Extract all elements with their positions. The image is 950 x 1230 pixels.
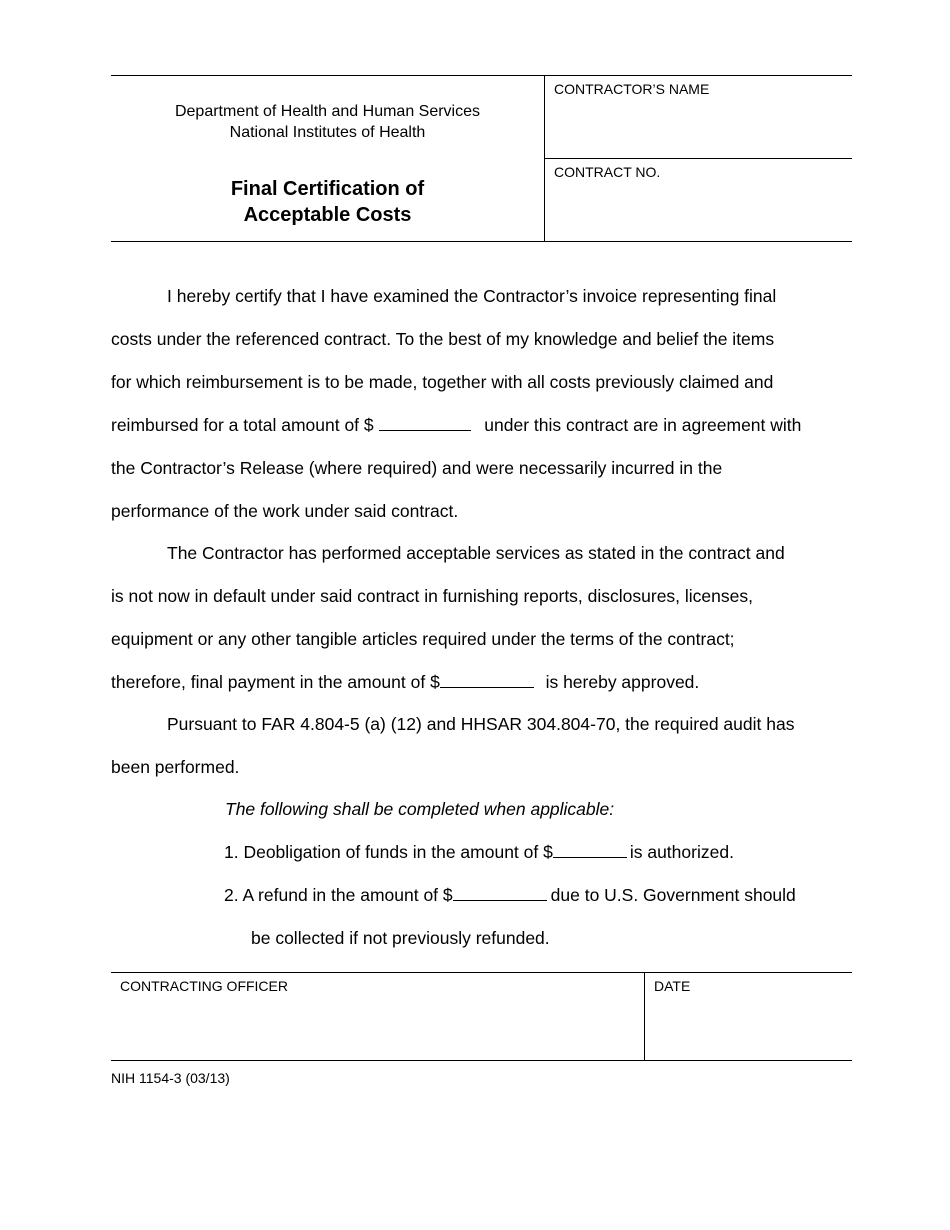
applicable-note: The following shall be completed when applicable:	[225, 799, 615, 819]
audit-paragraph	[111, 703, 852, 789]
text-line: Pursuant to FAR 4.804-5 (a) (12) and HHSAR 304.804-70, the required audit has	[167, 714, 795, 734]
contract-no-label: CONTRACT NO.	[554, 164, 661, 180]
form-number: NIH 1154-3 (03/13)	[111, 1070, 230, 1086]
text-line: performance of the work under said contract.	[111, 501, 459, 521]
refund-item: 2. A refund in the amount of $ due to U.S. Government should be collected if not previously refunded.	[224, 874, 852, 960]
contractor-name-label: CONTRACTOR’S NAME	[554, 81, 710, 97]
agency-name-line2: National Institutes of Health	[229, 124, 426, 141]
contractor-name-field[interactable]	[545, 76, 852, 159]
total-amount-blank[interactable]	[379, 414, 471, 431]
text-line: reimbursed for a total amount of $ under this contract are in agreement with	[111, 415, 802, 435]
final-payment-blank[interactable]	[440, 671, 534, 688]
form-title-line2: Acceptable Costs	[243, 204, 412, 226]
form-header	[111, 75, 852, 242]
form-title-line1: Final Certification of	[230, 178, 425, 200]
certification-paragraph	[111, 275, 852, 533]
signature-box	[111, 972, 852, 1061]
deobligation-item: 1. Deobligation of funds in the amount of $ is authorized.	[224, 842, 734, 862]
text-line: The Contractor has performed acceptable services as stated in the contract and	[167, 543, 785, 563]
refund-amount-blank[interactable]	[453, 884, 547, 901]
contracting-officer-label: CONTRACTING OFFICER	[120, 978, 288, 994]
performance-paragraph	[111, 532, 852, 704]
text-line: costs under the referenced contract. To the best of my knowledge and belief the items	[111, 329, 775, 349]
date-label: DATE	[654, 978, 691, 994]
agency-name-line1: Department of Health and Human Services	[174, 103, 481, 120]
text-line: I hereby certify that I have examined the Contractor’s invoice representing final	[167, 286, 777, 306]
text-line: equipment or any other tangible articles required under the terms of the contract;	[111, 629, 735, 649]
contracting-officer-field[interactable]	[111, 973, 645, 1060]
deobligation-amount-blank[interactable]	[553, 841, 627, 858]
agency-block	[111, 101, 544, 143]
refund-item-continuation: be collected if not previously refunded.	[251, 928, 550, 948]
text-line: the Contractor’s Release (where required) and were necessarily incurred in the	[111, 458, 723, 478]
header-title-cell	[111, 76, 545, 241]
date-field[interactable]	[645, 973, 852, 1060]
contract-no-field[interactable]	[545, 159, 852, 241]
text-line: therefore, final payment in the amount of $ is hereby approved.	[111, 672, 700, 692]
text-line: is not now in default under said contract in furnishing reports, disclosures, licenses,	[111, 586, 753, 606]
form-title	[111, 176, 544, 228]
text-line: for which reimbursement is to be made, together with all costs previously claimed and	[111, 372, 774, 392]
text-line: been performed.	[111, 757, 240, 777]
